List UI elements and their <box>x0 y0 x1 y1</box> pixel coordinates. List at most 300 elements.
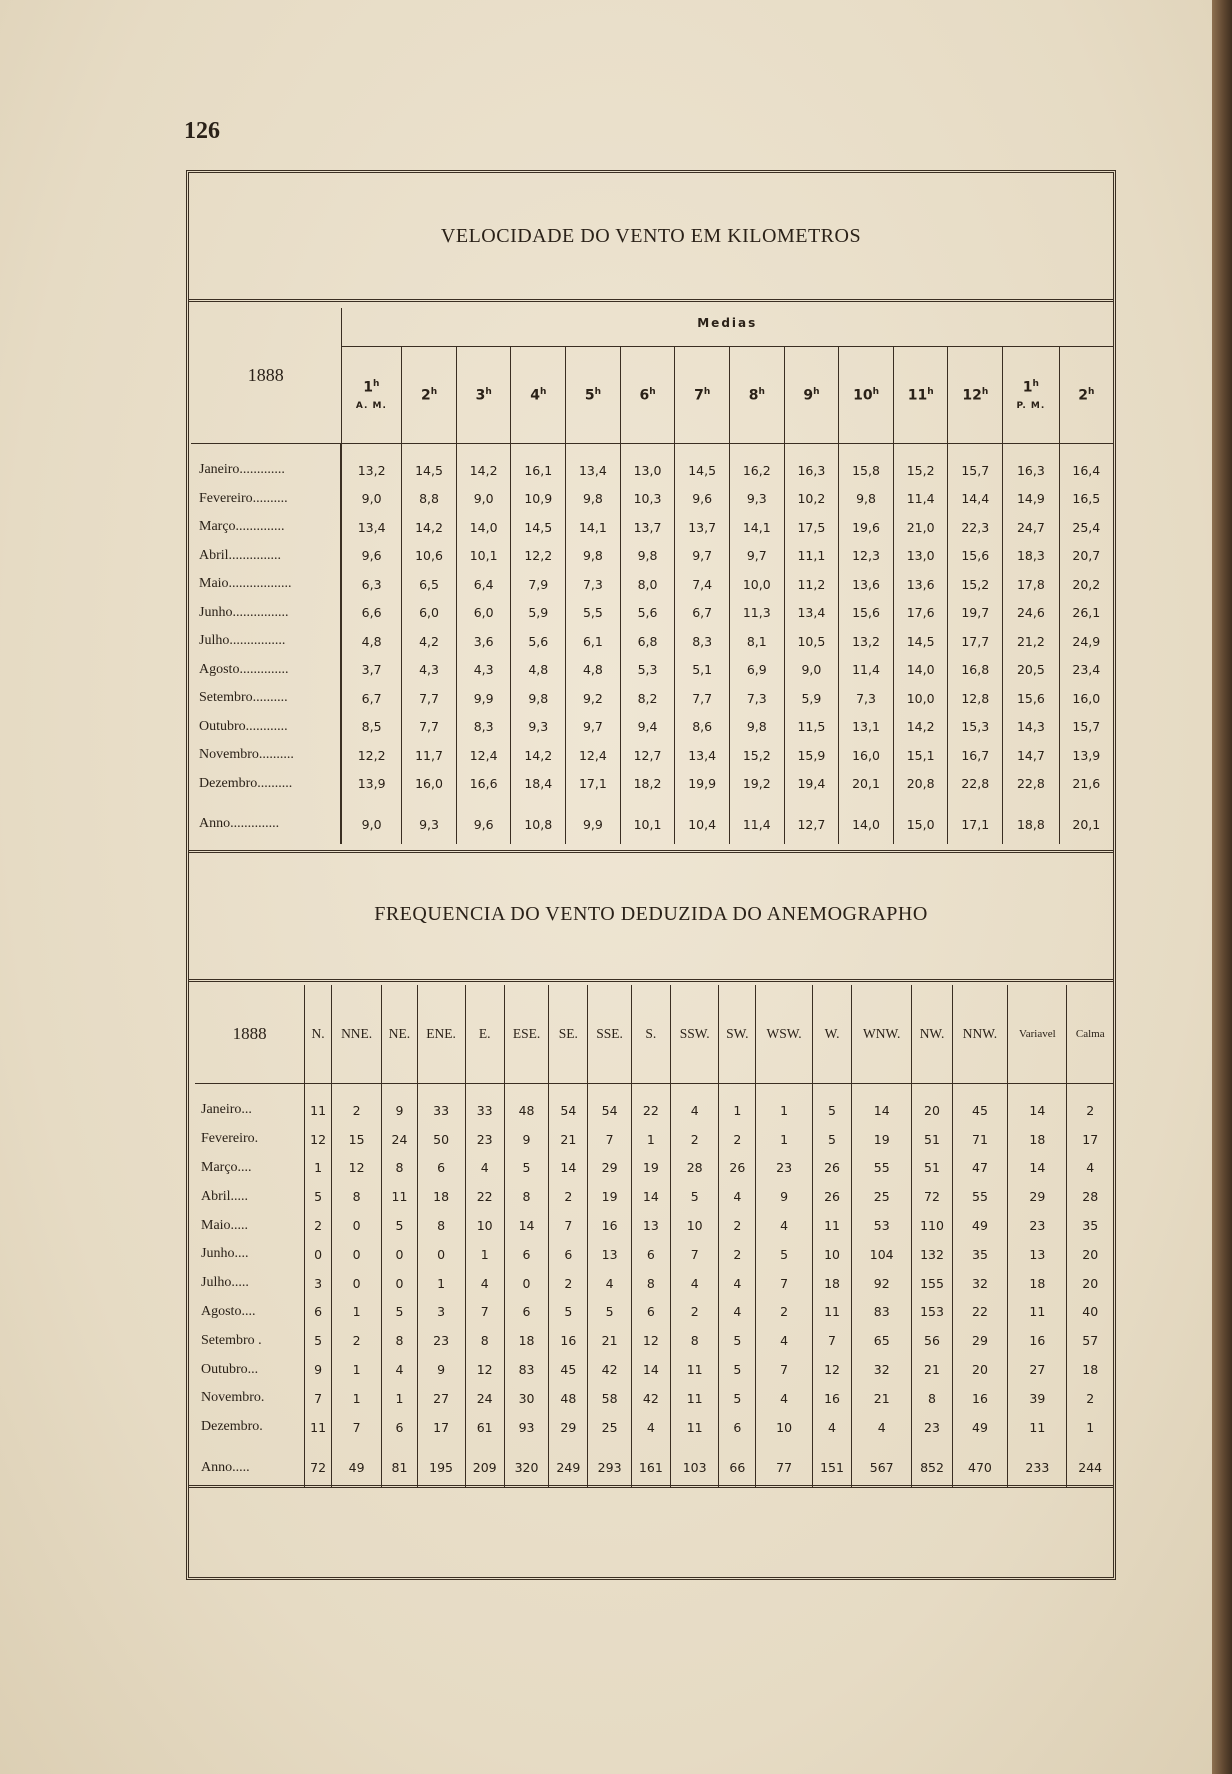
frequency-value: 153 <box>912 1298 952 1327</box>
velocity-value: 9,3 <box>402 798 457 844</box>
frequency-anno-row <box>195 1442 1113 1488</box>
month-label: Junho................ <box>191 599 341 628</box>
month-label: Fevereiro. <box>195 1125 305 1154</box>
velocity-value: 13,6 <box>893 570 948 599</box>
velocity-value: 19,9 <box>675 770 730 799</box>
velocity-value: 24,7 <box>1003 513 1060 542</box>
frequency-value: 50 <box>417 1125 465 1154</box>
month-label: Janeiro... <box>195 1084 305 1125</box>
velocity-value: 14,2 <box>456 444 511 485</box>
velocity-value: 14,1 <box>566 513 621 542</box>
frequency-value: 47 <box>952 1154 1008 1183</box>
velocity-value: 6,5 <box>402 570 457 599</box>
month-label: Julho................ <box>191 627 341 656</box>
velocity-value: 9,6 <box>456 798 511 844</box>
velocity-row <box>191 713 1113 742</box>
velocity-value: 8,1 <box>729 627 784 656</box>
frequency-value: 28 <box>1082 1189 1099 1205</box>
frequency-value: 16 <box>813 1384 852 1413</box>
frequency-value: 2 <box>719 1211 756 1240</box>
velocity-value: 14,2 <box>893 713 948 742</box>
velocity-value: 9,8 <box>729 713 784 742</box>
velocity-value: 4,2 <box>402 627 457 656</box>
frequency-value: 25 <box>852 1182 912 1211</box>
velocity-row <box>191 656 1113 685</box>
direction-header: WNW. <box>852 985 912 1084</box>
frequency-value: 1 <box>756 1084 813 1125</box>
frequency-value: 61 <box>465 1413 504 1442</box>
frequency-value: 13 <box>1008 1240 1067 1269</box>
month-label: Setembro . <box>195 1326 305 1355</box>
frequency-value: 155 <box>912 1269 952 1298</box>
velocity-value: 18,3 <box>1003 542 1060 571</box>
frequency-value: 18 <box>1008 1125 1067 1154</box>
velocity-value: 5,9 <box>511 599 566 628</box>
month-label: Maio..... <box>195 1211 305 1240</box>
velocity-value: 9,0 <box>784 656 839 685</box>
frequency-value: 2 <box>719 1240 756 1269</box>
hour-header: 12$^h$ <box>948 347 1003 444</box>
frequency-value: 16 <box>1008 1326 1067 1355</box>
velocity-value: 5,6 <box>620 599 675 628</box>
frequency-value: 8 <box>631 1269 670 1298</box>
frequency-value: 7 <box>549 1211 588 1240</box>
frequency-value: 852 <box>912 1442 952 1488</box>
frequency-value: 45 <box>549 1355 588 1384</box>
frequency-value: 4 <box>382 1355 417 1384</box>
velocity-value: 12,7 <box>784 798 839 844</box>
velocity-value: 6,7 <box>341 684 402 713</box>
frequency-value: 10 <box>465 1211 504 1240</box>
frequency-value: 161 <box>631 1442 670 1488</box>
frequency-value: 2 <box>331 1084 381 1125</box>
direction-header: E. <box>465 985 504 1084</box>
frequency-value: 42 <box>631 1384 670 1413</box>
velocity-value: 13,0 <box>620 444 675 485</box>
velocity-year-header: 1888 <box>191 308 341 444</box>
frequency-value: 1 <box>1086 1419 1095 1435</box>
velocity-value: 9,8 <box>839 485 894 514</box>
frequency-value: 13 <box>631 1211 670 1240</box>
frequency-value: 5 <box>813 1084 852 1125</box>
velocity-value: 9,8 <box>620 542 675 571</box>
velocity-value: 10,9 <box>511 485 566 514</box>
velocity-row <box>191 770 1113 799</box>
frequency-value: 93 <box>504 1413 549 1442</box>
book-spine <box>1212 0 1232 1774</box>
frequency-value: 5 <box>719 1326 756 1355</box>
velocity-value: 14,5 <box>402 444 457 485</box>
velocity-value: 14,5 <box>893 627 948 656</box>
frequency-value: 72 <box>912 1182 952 1211</box>
hour-header: 5$^h$ <box>566 347 621 444</box>
direction-header: SSE. <box>588 985 631 1084</box>
velocity-row <box>191 542 1113 571</box>
frequency-value: 0 <box>331 1240 381 1269</box>
velocity-value: 20,5 <box>1003 656 1060 685</box>
frequency-value: 17 <box>1082 1131 1099 1147</box>
frequency-value: 7 <box>813 1326 852 1355</box>
frequency-value: 81 <box>382 1442 417 1488</box>
frequency-value: 1 <box>631 1125 670 1154</box>
frequency-row <box>195 1240 1113 1269</box>
velocity-value: 12,8 <box>948 684 1003 713</box>
ampm-label: A. M. <box>355 401 387 412</box>
frequency-value: 2 <box>1086 1102 1095 1118</box>
frequency-value: 26 <box>719 1154 756 1183</box>
frequency-value: 8 <box>331 1182 381 1211</box>
frequency-value: 14 <box>1008 1084 1067 1125</box>
velocity-value: 3,7 <box>341 656 402 685</box>
frequency-value: 45 <box>952 1084 1008 1125</box>
hour-header: 11$^h$ <box>893 347 948 444</box>
frequency-value: 11 <box>1008 1413 1067 1442</box>
frequency-value: 56 <box>912 1326 952 1355</box>
velocity-value: 13,9 <box>341 770 402 799</box>
direction-header: NW. <box>912 985 952 1084</box>
frequency-value: 21 <box>549 1125 588 1154</box>
frequency-value: 6 <box>305 1298 332 1327</box>
frequency-value: 8 <box>382 1154 417 1183</box>
frequency-value: 1 <box>331 1384 381 1413</box>
frequency-value: 28 <box>670 1154 719 1183</box>
frequency-value: 20 <box>952 1355 1008 1384</box>
frequency-value: 9 <box>417 1355 465 1384</box>
frequency-value: 33 <box>465 1084 504 1125</box>
frequency-value: 14 <box>631 1355 670 1384</box>
velocity-value: 14,4 <box>948 485 1003 514</box>
hour-header: 2$^h$ <box>1059 347 1113 444</box>
frequency-title: FREQUENCIA DO VENTO DEDUZIDA DO ANEMOGRAPHO <box>374 903 928 925</box>
direction-header: SSW. <box>670 985 719 1084</box>
velocity-value: 19,7 <box>948 599 1003 628</box>
velocity-anno-row <box>191 798 1113 844</box>
frequency-value: 10 <box>813 1240 852 1269</box>
velocity-value: 11,1 <box>784 542 839 571</box>
velocity-value: 14,0 <box>893 656 948 685</box>
direction-header: ENE. <box>417 985 465 1084</box>
velocity-value: 11,3 <box>729 599 784 628</box>
month-label: Anno..... <box>195 1442 305 1488</box>
velocity-value: 15,6 <box>948 542 1003 571</box>
velocity-value: 24,6 <box>1003 599 1060 628</box>
velocity-value: 11,7 <box>402 741 457 770</box>
frequency-value: 2 <box>549 1182 588 1211</box>
frequency-value: 1 <box>305 1154 332 1183</box>
velocity-value: 14,2 <box>511 741 566 770</box>
frequency-value: 2 <box>331 1326 381 1355</box>
velocity-value: 10,3 <box>620 485 675 514</box>
frequency-value: 27 <box>1008 1355 1067 1384</box>
month-label: Outubro............ <box>191 713 341 742</box>
frequency-value: 7 <box>670 1240 719 1269</box>
month-label: Abril............... <box>191 542 341 571</box>
velocity-value: 15,7 <box>1072 719 1101 735</box>
velocity-value: 14,1 <box>729 513 784 542</box>
velocity-value: 14,0 <box>839 798 894 844</box>
velocity-value: 22,3 <box>948 513 1003 542</box>
velocity-value: 12,4 <box>456 741 511 770</box>
frequency-value: 21 <box>852 1384 912 1413</box>
frequency-value: 4 <box>670 1084 719 1125</box>
frequency-value: 16 <box>952 1384 1008 1413</box>
frequency-value: 2 <box>1086 1390 1095 1406</box>
frequency-value: 5 <box>382 1298 417 1327</box>
frequency-value: 8 <box>670 1326 719 1355</box>
frequency-value: 10 <box>756 1413 813 1442</box>
velocity-value: 15,8 <box>839 444 894 485</box>
frequency-value: 233 <box>1008 1442 1067 1488</box>
velocity-value: 16,8 <box>948 656 1003 685</box>
velocity-value: 20,2 <box>1072 576 1101 592</box>
frequency-value: 3 <box>417 1298 465 1327</box>
month-label: Agosto.............. <box>191 656 341 685</box>
hour-header: 3$^h$ <box>456 347 511 444</box>
velocity-value: 5,5 <box>566 599 621 628</box>
frequency-row <box>195 1384 1113 1413</box>
frequency-value: 92 <box>852 1269 912 1298</box>
frequency-value: 23 <box>912 1413 952 1442</box>
velocity-value: 7,3 <box>729 684 784 713</box>
frequency-value: 35 <box>1082 1218 1099 1234</box>
frequency-value: 29 <box>952 1326 1008 1355</box>
month-label: Setembro.......... <box>191 684 341 713</box>
velocity-value: 8,2 <box>620 684 675 713</box>
frequency-value: 12 <box>305 1125 332 1154</box>
direction-header: N. <box>305 985 332 1084</box>
frequency-value: 51 <box>912 1154 952 1183</box>
month-label: Anno.............. <box>191 798 341 844</box>
frequency-value: 9 <box>756 1182 813 1211</box>
velocity-value: 17,6 <box>893 599 948 628</box>
frequency-value: 1 <box>331 1298 381 1327</box>
frequency-row <box>195 1269 1113 1298</box>
velocity-value: 6,6 <box>341 599 402 628</box>
velocity-value: 10,6 <box>402 542 457 571</box>
frequency-value: 42 <box>588 1355 631 1384</box>
frequency-value: 8 <box>504 1182 549 1211</box>
frequency-value: 104 <box>852 1240 912 1269</box>
frequency-value: 7 <box>305 1384 332 1413</box>
frequency-value: 132 <box>912 1240 952 1269</box>
velocity-value: 17,1 <box>566 770 621 799</box>
frequency-value: 21 <box>912 1355 952 1384</box>
velocity-value: 7,3 <box>839 684 894 713</box>
frequency-value: 6 <box>631 1240 670 1269</box>
velocity-value: 14,2 <box>402 513 457 542</box>
frequency-value: 20 <box>1082 1246 1099 1262</box>
frequency-value: 18 <box>504 1326 549 1355</box>
frequency-value: 58 <box>588 1384 631 1413</box>
velocity-value: 10,0 <box>729 570 784 599</box>
velocity-value: 9,8 <box>511 684 566 713</box>
velocity-value: 11,4 <box>893 485 948 514</box>
direction-header: W. <box>813 985 852 1084</box>
direction-header: S. <box>631 985 670 1084</box>
frequency-value: 29 <box>549 1413 588 1442</box>
velocity-value: 12,2 <box>511 542 566 571</box>
frequency-value: 195 <box>417 1442 465 1488</box>
frequency-value: 49 <box>952 1413 1008 1442</box>
direction-header: NE. <box>382 985 417 1084</box>
velocity-value: 13,6 <box>839 570 894 599</box>
velocity-value: 6,8 <box>620 627 675 656</box>
frequency-value: 5 <box>756 1240 813 1269</box>
frequency-value: 14 <box>1008 1154 1067 1183</box>
velocity-value: 8,3 <box>675 627 730 656</box>
frequency-value: 0 <box>305 1240 332 1269</box>
velocity-value: 7,4 <box>675 570 730 599</box>
frequency-value: 39 <box>1008 1384 1067 1413</box>
velocity-value: 5,6 <box>511 627 566 656</box>
velocity-row <box>191 570 1113 599</box>
velocity-value: 20,7 <box>1072 548 1101 564</box>
frequency-value: 151 <box>813 1442 852 1488</box>
velocity-value: 12,4 <box>566 741 621 770</box>
frequency-value: 6 <box>719 1413 756 1442</box>
velocity-value: 14,0 <box>456 513 511 542</box>
medias-label: Medias <box>697 316 758 330</box>
frequency-value: 249 <box>549 1442 588 1488</box>
velocity-value: 14,7 <box>1003 741 1060 770</box>
frequency-value: 11 <box>305 1084 332 1125</box>
velocity-value: 10,0 <box>893 684 948 713</box>
velocity-value: 21,2 <box>1003 627 1060 656</box>
frequency-value: 20 <box>1082 1275 1099 1291</box>
frequency-value: 22 <box>465 1182 504 1211</box>
frequency-value: 18 <box>813 1269 852 1298</box>
velocity-value: 4,3 <box>456 656 511 685</box>
frequency-row <box>195 1413 1113 1442</box>
velocity-value: 13,7 <box>675 513 730 542</box>
frequency-value: 51 <box>912 1125 952 1154</box>
velocity-value: 6,0 <box>402 599 457 628</box>
velocity-value: 17,1 <box>948 798 1003 844</box>
frequency-value: 10 <box>670 1211 719 1240</box>
frequency-value: 40 <box>1082 1304 1099 1320</box>
frequency-value: 5 <box>549 1298 588 1327</box>
velocity-bottom-rule <box>189 850 1113 853</box>
frequency-value: 23 <box>1008 1211 1067 1240</box>
velocity-value: 8,8 <box>402 485 457 514</box>
velocity-value: 4,3 <box>402 656 457 685</box>
frequency-row <box>195 1182 1113 1211</box>
frequency-value: 11 <box>305 1413 332 1442</box>
frequency-value: 5 <box>305 1182 332 1211</box>
frequency-value: 2 <box>670 1298 719 1327</box>
hour-header: 9$^h$ <box>784 347 839 444</box>
frequency-value: 8 <box>382 1326 417 1355</box>
velocity-value: 14,9 <box>1003 485 1060 514</box>
frequency-value: 11 <box>813 1298 852 1327</box>
frequency-value: 14 <box>852 1084 912 1125</box>
frequency-value: 23 <box>756 1154 813 1183</box>
frequency-value: 29 <box>1008 1182 1067 1211</box>
frequency-value: 26 <box>813 1182 852 1211</box>
frequency-value: 35 <box>952 1240 1008 1269</box>
velocity-value: 14,5 <box>675 444 730 485</box>
velocity-value: 13,0 <box>893 542 948 571</box>
frequency-value: 11 <box>670 1384 719 1413</box>
frequency-value: 83 <box>504 1355 549 1384</box>
month-label: Junho.... <box>195 1240 305 1269</box>
frequency-value: 0 <box>382 1269 417 1298</box>
velocity-value: 16,2 <box>729 444 784 485</box>
frequency-value: 20 <box>912 1084 952 1125</box>
frequency-value: 55 <box>952 1182 1008 1211</box>
velocity-value: 15,2 <box>948 570 1003 599</box>
page-number: 126 <box>184 118 220 144</box>
direction-header: ESE. <box>504 985 549 1084</box>
velocity-title: VELOCIDADE DO VENTO EM KILOMETROS <box>440 225 862 247</box>
frequency-value: 24 <box>465 1384 504 1413</box>
frequency-value: 18 <box>1082 1362 1099 1378</box>
frequency-value: 19 <box>852 1125 912 1154</box>
velocity-value: 16,0 <box>839 741 894 770</box>
frequency-value: 9 <box>382 1084 417 1125</box>
frequency-row <box>195 1355 1113 1384</box>
frequency-value: 22 <box>631 1084 670 1125</box>
frequency-value: 5 <box>382 1211 417 1240</box>
velocity-value: 13,4 <box>341 513 402 542</box>
frequency-value: 4 <box>756 1326 813 1355</box>
frequency-value: 0 <box>417 1240 465 1269</box>
velocity-value: 8,6 <box>675 713 730 742</box>
frequency-title-rule <box>189 979 1113 982</box>
frequency-row <box>195 1154 1113 1183</box>
month-label: Dezembro. <box>195 1413 305 1442</box>
velocity-row <box>191 627 1113 656</box>
frequency-value: 83 <box>852 1298 912 1327</box>
velocity-value: 9,9 <box>566 798 621 844</box>
frequency-value: 2 <box>670 1125 719 1154</box>
frequency-bottom-rule <box>189 1485 1113 1488</box>
month-label: Abril..... <box>195 1182 305 1211</box>
frequency-value: 18 <box>417 1182 465 1211</box>
velocity-value: 20,1 <box>1072 816 1101 832</box>
velocity-value: 13,1 <box>839 713 894 742</box>
velocity-value: 11,2 <box>784 570 839 599</box>
frequency-value: 4 <box>756 1211 813 1240</box>
velocity-value: 9,2 <box>566 684 621 713</box>
frequency-value: 57 <box>1082 1333 1099 1349</box>
hour-header: 2$^h$ <box>402 347 457 444</box>
velocity-value: 7,7 <box>675 684 730 713</box>
velocity-value: 13,7 <box>620 513 675 542</box>
velocity-value: 7,7 <box>402 713 457 742</box>
velocity-value: 9,7 <box>675 542 730 571</box>
velocity-value: 9,9 <box>456 684 511 713</box>
frequency-value: 12 <box>631 1326 670 1355</box>
frequency-value: 26 <box>813 1154 852 1183</box>
frequency-value: 5 <box>504 1154 549 1183</box>
frequency-value: 14 <box>631 1182 670 1211</box>
velocity-value: 15,0 <box>893 798 948 844</box>
frequency-value: 567 <box>852 1442 912 1488</box>
frequency-value: 71 <box>952 1125 1008 1154</box>
velocity-value: 8,3 <box>456 713 511 742</box>
velocity-value: 16,0 <box>1072 690 1101 706</box>
frequency-value: 470 <box>952 1442 1008 1488</box>
frequency-value: 4 <box>756 1384 813 1413</box>
velocity-value: 10,8 <box>511 798 566 844</box>
velocity-value: 10,1 <box>456 542 511 571</box>
title-rule <box>189 299 1113 302</box>
ampm-label: P. M. <box>1016 401 1046 412</box>
frequency-value: 23 <box>465 1125 504 1154</box>
frequency-row <box>195 1298 1113 1327</box>
velocity-value: 26,1 <box>1072 605 1101 621</box>
